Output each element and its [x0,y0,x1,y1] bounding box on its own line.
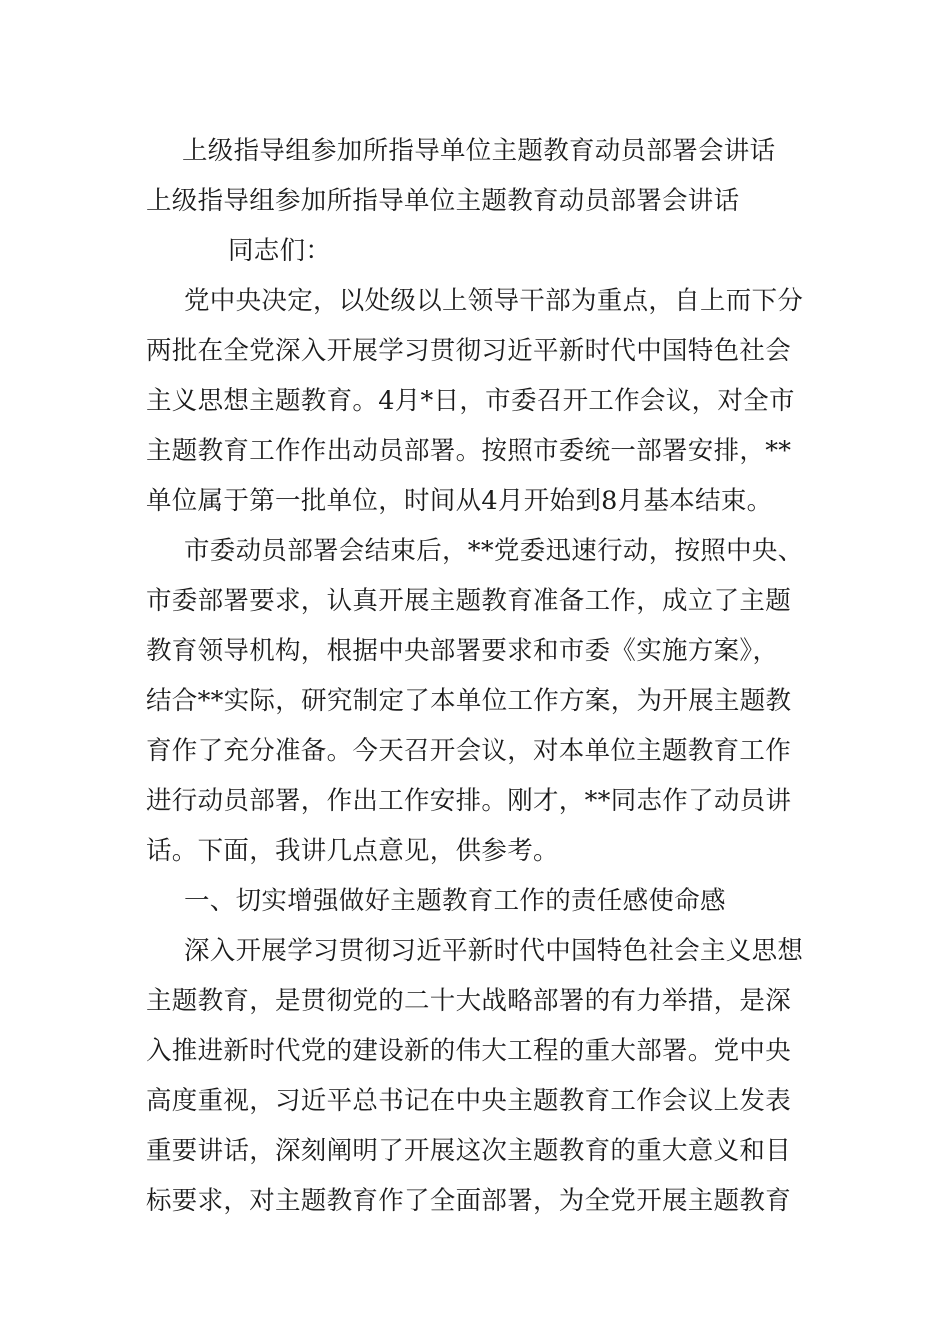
document-title-line-2: 上级指导组参加所指导单位主题教育动员部署会讲话 [146,186,740,216]
paragraph-line: 主题教育，是贯彻党的二十大战略部署的有力举措，是深 [146,986,792,1016]
paragraph-line: 党中央决定，以处级以上领导干部为重点，自上而下分 [184,286,804,316]
paragraph-line: 单位属于第一批单位，时间从4月开始到8月基本结束。 [146,486,773,516]
paragraph-line: 育作了充分准备。今天召开会议，对本单位主题教育工作 [146,736,792,766]
paragraph-line: 话。下面，我讲几点意见，供参考。 [146,836,559,866]
paragraph-line: 市委动员部署会结束后，**党委迅速行动，按照中央、 [184,536,804,566]
paragraph-line: 主题教育工作作出动员部署。按照市委统一部署安排，** [146,436,792,466]
paragraph-line: 重要讲话，深刻阐明了开展这次主题教育的重大意义和目 [146,1136,792,1166]
paragraph-line: 深入开展学习贯彻习近平新时代中国特色社会主义思想 [184,936,804,966]
paragraph-line: 高度重视，习近平总书记在中央主题教育工作会议上发表 [146,1086,792,1116]
document-title-line-1: 上级指导组参加所指导单位主题教育动员部署会讲话 [182,136,776,166]
paragraph-line: 两批在全党深入开展学习贯彻习近平新时代中国特色社会 [146,336,792,366]
paragraph-line: 主义思想主题教育。4月*日，市委召开工作会议，对全市 [146,386,795,416]
paragraph-line: 进行动员部署，作出工作安排。刚才，**同志作了动员讲 [146,786,792,816]
paragraph-line: 市委部署要求，认真开展主题教育准备工作，成立了主题 [146,586,792,616]
paragraph-line: 教育领导机构，根据中央部署要求和市委《实施方案》， [146,636,779,666]
paragraph-line: 入推进新时代党的建设新的伟大工程的重大部署。党中央 [146,1036,792,1066]
greeting: 同志们： [228,236,332,266]
paragraph-line: 标要求，对主题教育作了全面部署，为全党开展主题教育 [146,1186,792,1216]
paragraph-line: 结合**实际，研究制定了本单位工作方案，为开展主题教 [146,686,792,716]
section-heading: 一、切实增强做好主题教育工作的责任感使命感 [184,886,726,916]
